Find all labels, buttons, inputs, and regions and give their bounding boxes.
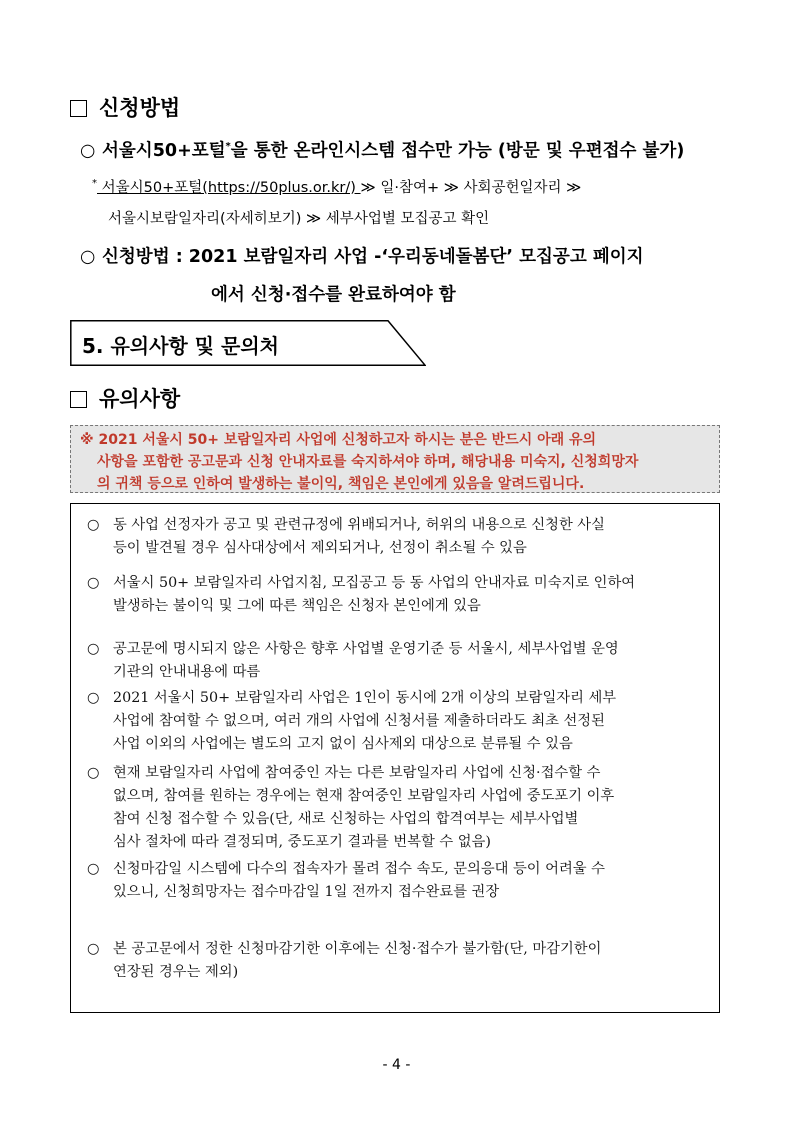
section-heading-caution	[70, 383, 180, 413]
notice-line-3: 의 귀책 등으로 인하여 발생하는 불이익, 책임은 본인에게 있음을 알려드립니다.	[97, 476, 585, 492]
checkbox-square-icon	[70, 100, 87, 117]
apply-item-1	[80, 137, 684, 162]
apply-footnote-line-1	[92, 176, 581, 197]
circle-bullet-icon: ○	[80, 141, 96, 161]
circle-bullet-icon: ○	[87, 517, 100, 533]
note-5-line-3: 참여 신청 접수할 수 있음(단, 새로 신청하는 사업의 합격여부는 세부사업별	[113, 811, 579, 827]
section-heading-apply-text: 신청방법	[99, 96, 181, 120]
circle-bullet-icon: ○	[87, 941, 100, 957]
circle-bullet-icon: ○	[87, 575, 100, 591]
note-item-6	[87, 858, 713, 904]
circle-bullet-icon: ○	[87, 690, 100, 706]
caution-notes-box	[70, 503, 720, 1013]
apply-item-1-prefix: 서울시50+포털	[102, 141, 226, 161]
note-7-line-2: 연장된 경우는 제외)	[113, 964, 239, 980]
note-2-line-2: 발생하는 불이익 및 그에 따른 책임은 신청자 본인에게 있음	[113, 598, 481, 614]
note-item-4	[87, 687, 713, 756]
apply-item-2	[80, 243, 644, 268]
apply-item-1-sup: *	[225, 141, 231, 153]
circle-bullet-icon: ○	[87, 861, 100, 877]
section-heading-apply	[70, 92, 180, 122]
note-4-line-3: 사업 이외의 사업에는 별도의 고지 없이 심사제외 대상으로 분류될 수 있음	[113, 736, 573, 752]
note-5-line-4: 심사 절차에 따라 결정되며, 중도포기 결과를 번복할 수 없음)	[113, 834, 491, 850]
circle-bullet-icon: ○	[87, 641, 100, 657]
checkbox-square-icon	[70, 391, 87, 408]
section-5-banner	[70, 320, 426, 366]
note-1-line-2: 등이 발견될 경우 심사대상에서 제외되거나, 선정이 취소될 수 있음	[113, 540, 527, 556]
note-5-line-1: 현재 보람일자리 사업에 참여중인 자는 다른 보람일자리 사업에 신청·접수할 수	[113, 765, 601, 781]
note-3-line-2: 기관의 안내내용에 따름	[113, 664, 261, 680]
note-3-line-1: 공고문에 명시되지 않은 사항은 향후 사업별 운영기준 등 서울시, 세부사업별 운영	[113, 641, 619, 657]
note-6-line-2: 있으니, 신청희망자는 접수마감일 1일 전까지 접수완료를 권장	[113, 884, 500, 900]
apply-footnote-line-2: 서울시보람일자리(자세히보기) ≫ 세부사업별 모집공고 확인	[108, 211, 490, 227]
portal-link[interactable]: 서울시50+포털(https://50plus.or.kr/)	[97, 180, 361, 196]
caution-notice-box	[70, 425, 720, 493]
footnote-mark: *	[92, 178, 97, 190]
notice-line-2: 사항을 포함한 공고문과 신청 안내자료를 숙지하셔야 하며, 해당내용 미숙지, 신청희망자	[97, 454, 639, 470]
apply-item-2-line-1: 신청방법 : 2021 보람일자리 사업 -‘우리동네돌봄단’ 모집공고 페이지	[102, 247, 644, 267]
notice-line-1: ※ 2021 서울시 50+ 보람일자리 사업에 신청하고자 하시는 분은 반드시 아래 유의	[80, 432, 597, 448]
note-1-line-1: 동 사업 선정자가 공고 및 관련규정에 위배되거나, 허위의 내용으로 신청한 사실	[113, 517, 605, 533]
section-5-title: 5. 유의사항 및 문의처	[82, 334, 279, 358]
note-6-line-1: 신청마감일 시스템에 다수의 접속자가 몰려 접수 속도, 문의응대 등이 어려울 수	[113, 861, 605, 877]
apply-item-2-line-2: 에서 신청·접수를 완료하여야 함	[211, 285, 456, 305]
section-heading-caution-text: 유의사항	[99, 387, 181, 411]
circle-bullet-icon: ○	[80, 247, 96, 267]
footnote-path: ≫ 일·참여+ ≫ 사회공헌일자리 ≫	[360, 180, 582, 196]
note-4-line-1: 2021 서울시 50+ 보람일자리 사업은 1인이 동시에 2개 이상의 보람일자리 세부	[113, 690, 617, 706]
note-5-line-2: 없으며, 참여를 원하는 경우에는 현재 참여중인 보람일자리 사업에 중도포기 이후	[113, 788, 615, 804]
apply-item-1-suffix: 을 통한 온라인시스템 접수만 가능 (방문 및 우편접수 불가)	[230, 141, 685, 161]
note-item-2	[87, 572, 713, 618]
note-item-5	[87, 762, 713, 854]
note-item-3	[87, 638, 713, 684]
note-4-line-2: 사업에 참여할 수 없으며, 여러 개의 사업에 신청서를 제출하더라도 최초 선정된	[113, 713, 605, 729]
circle-bullet-icon: ○	[87, 765, 100, 781]
page-number: - 4 -	[382, 1057, 411, 1073]
note-item-1	[87, 514, 713, 560]
note-7-line-1: 본 공고문에서 정한 신청마감기한 이후에는 신청·접수가 불가함(단, 마감기한이	[113, 941, 602, 957]
note-2-line-1: 서울시 50+ 보람일자리 사업지침, 모집공고 등 동 사업의 안내자료 미숙지로 인하여	[113, 575, 636, 591]
note-item-7	[87, 938, 713, 984]
